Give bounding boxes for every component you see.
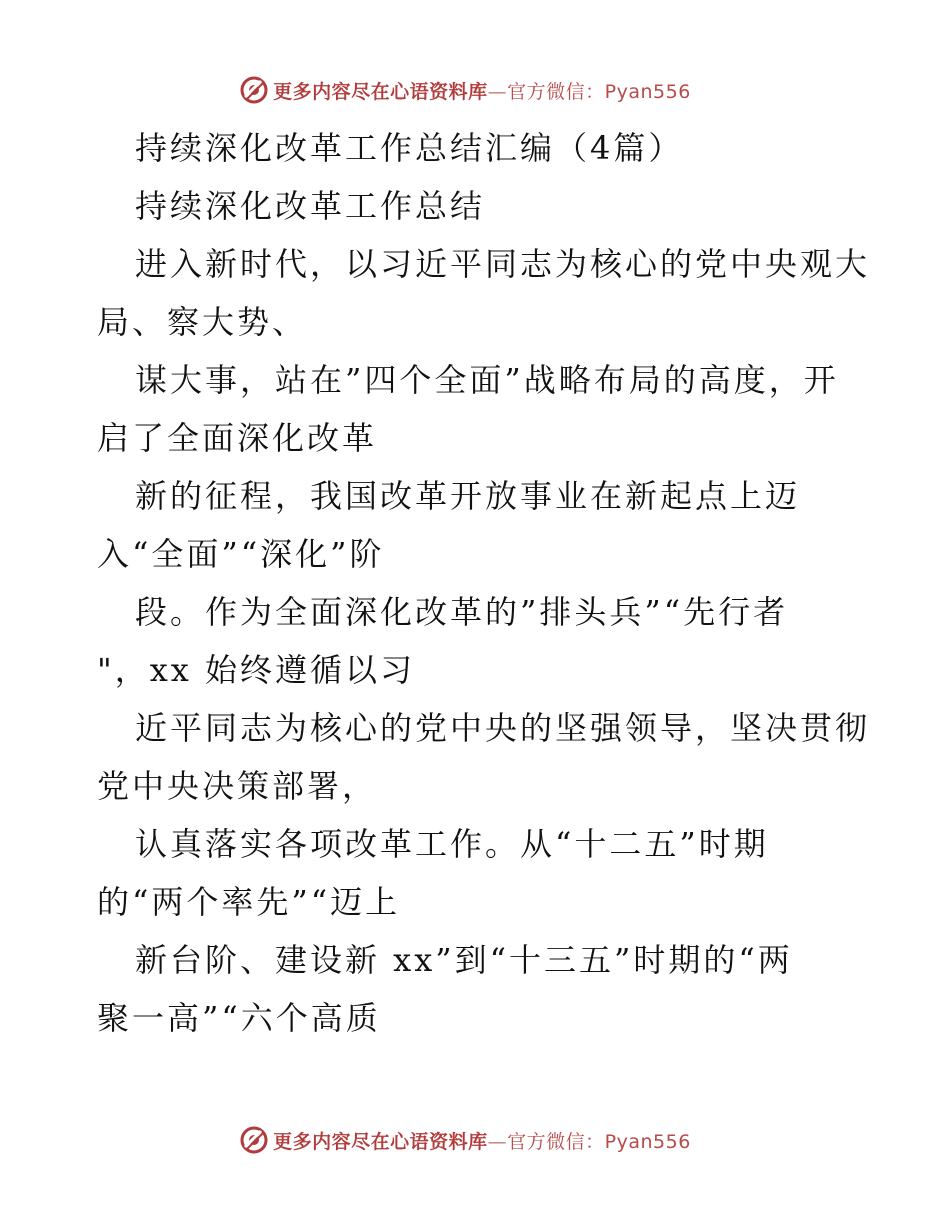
- paragraph-line: 局、察大势、: [97, 303, 308, 341]
- paragraph-line: 启了全面深化改革: [97, 419, 378, 457]
- footer-separator: —: [487, 1130, 508, 1153]
- paragraph-line: 认真落实各项改革工作。从“十二五”时期: [135, 825, 769, 863]
- document-title: 持续深化改革工作总结汇编（4篇）: [135, 129, 684, 167]
- header-contact: 官方微信：Pyan556: [507, 80, 691, 103]
- header-banner: [0, 72, 950, 108]
- brand-logo-icon: [239, 75, 269, 105]
- header-banner-content: [239, 75, 691, 105]
- header-site-name: 更多内容尽在心语资料库: [273, 80, 488, 103]
- footer-site-name: 更多内容尽在心语资料库: [273, 1130, 488, 1153]
- paragraph-line: 入“全面”“深化”阶: [97, 535, 385, 573]
- paragraph-line: 谋大事，站在”四个全面”战略布局的高度，开: [135, 361, 839, 399]
- paragraph-line: "，xx 始终遵循以习: [97, 651, 415, 689]
- header-separator: —: [487, 80, 508, 103]
- paragraph-line: 的“两个率先”“迈上: [97, 883, 401, 921]
- footer-banner-content: [239, 1125, 691, 1155]
- footer-banner: [0, 1122, 950, 1158]
- header-banner-text: [273, 77, 691, 104]
- paragraph-line: 进入新时代，以习近平同志为核心的党中央观大: [135, 245, 871, 283]
- section-heading: 持续深化改革工作总结: [135, 187, 486, 225]
- paragraph-line: 新的征程，我国改革开放事业在新起点上迈: [135, 477, 801, 515]
- paragraph-line: 段。作为全面深化改革的”排头兵”“先行者: [135, 593, 789, 631]
- footer-contact: 官方微信：Pyan556: [507, 1130, 691, 1153]
- footer-banner-text: [273, 1127, 691, 1154]
- brand-logo-icon: [239, 1125, 269, 1155]
- paragraph-line: 聚一高”“六个高质: [97, 999, 381, 1037]
- paragraph-line: 新台阶、建设新 xx”到“十三五”时期的“两: [135, 941, 793, 979]
- paragraph-line: 党中央决策部署，: [97, 767, 378, 805]
- paragraph-line: 近平同志为核心的党中央的坚强领导，坚决贯彻: [135, 709, 871, 747]
